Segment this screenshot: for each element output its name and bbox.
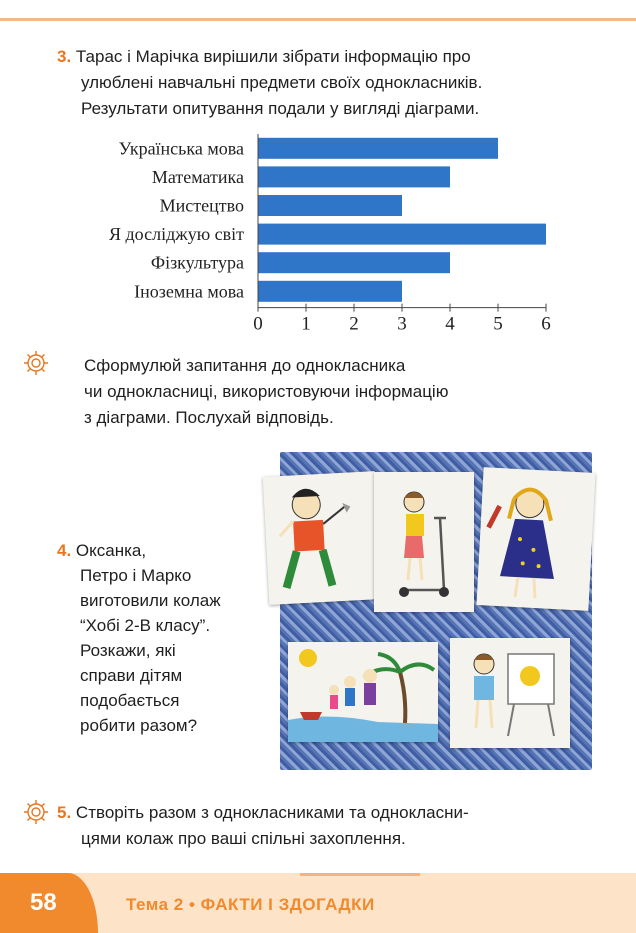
task-4-line-4: “Хобі 2-В класу”. <box>80 616 211 635</box>
x-tick-label: 5 <box>493 313 503 335</box>
prompt-line-3: з діаграми. Послухай відповідь. <box>84 408 334 427</box>
task-4-number: 4. <box>57 541 72 560</box>
bar <box>258 138 498 159</box>
x-tick-label: 4 <box>445 313 455 335</box>
task-5-text <box>57 800 587 852</box>
collage-drawing-painter <box>450 638 570 748</box>
page-footer <box>0 873 636 933</box>
task-4-line-7: подобається <box>80 691 180 710</box>
top-divider <box>0 18 636 21</box>
bar <box>258 195 402 216</box>
bar <box>258 281 402 302</box>
page-number: 58 <box>30 889 57 916</box>
task-4-text <box>57 538 267 738</box>
x-tick-label: 0 <box>253 313 263 335</box>
bar-label: Я досліджую світ <box>109 224 244 245</box>
prompt-line-1: Сформулюй запитання до однокласника <box>84 356 406 375</box>
task-3-number: 3. <box>57 47 72 66</box>
task-4-line-3: виготовили колаж <box>80 591 221 610</box>
prompt-line-2: чи однокласниці, використовуючи інформацію <box>84 382 449 401</box>
footer-theme-title: Тема 2 • ФАКТИ І ЗДОГАДКИ <box>126 895 375 914</box>
bar-label: Українська мова <box>118 138 244 159</box>
page-number-tab <box>0 873 98 933</box>
hobby-collage-image <box>280 452 592 770</box>
bar <box>258 252 450 273</box>
bar-label: Іноземна мова <box>134 281 244 302</box>
x-tick-label: 2 <box>349 313 359 335</box>
task-4-line-2: Петро і Марко <box>80 566 192 585</box>
task-3-text <box>57 44 582 122</box>
gear-icon <box>22 349 50 377</box>
footer-accent-line <box>300 873 420 876</box>
bar-label: Математика <box>151 166 244 187</box>
x-tick-label: 6 <box>541 313 551 335</box>
x-tick-label: 3 <box>397 313 407 335</box>
gear-icon <box>22 798 50 826</box>
task-5-line-2: цями колаж про ваші спільні захоплення. <box>81 829 406 848</box>
task-5-line-1: Створіть разом з однокласниками та однокласни- <box>75 803 469 822</box>
bar-label: Мистецтво <box>159 195 244 216</box>
task-4-line-8: робити разом? <box>80 716 198 735</box>
task-4-line-1: Оксанка, <box>75 541 147 560</box>
task-3-line-1: Тарас і Марічка вирішили зібрати інформацію про <box>75 47 471 66</box>
task-3-line-3: Результати опитування подали у вигляді діаграми. <box>81 99 480 118</box>
bar <box>258 166 450 187</box>
subjects-bar-chart <box>60 128 580 338</box>
collage-drawing-beach <box>288 642 438 742</box>
bar-label: Фізкультура <box>150 252 244 273</box>
x-tick-label: 1 <box>301 313 311 335</box>
task-4-line-6: справи дітям <box>80 666 183 685</box>
discussion-prompt <box>84 353 564 431</box>
collage-drawing-boy <box>263 471 382 605</box>
collage-drawing-girl <box>476 467 595 611</box>
bar <box>258 224 546 245</box>
task-5-number: 5. <box>57 803 72 822</box>
task-3-line-2: улюблені навчальні предмети своїх однокласників. <box>81 73 483 92</box>
task-4-line-5: Розкажи, які <box>80 641 176 660</box>
collage-drawing-scooter <box>374 472 474 612</box>
